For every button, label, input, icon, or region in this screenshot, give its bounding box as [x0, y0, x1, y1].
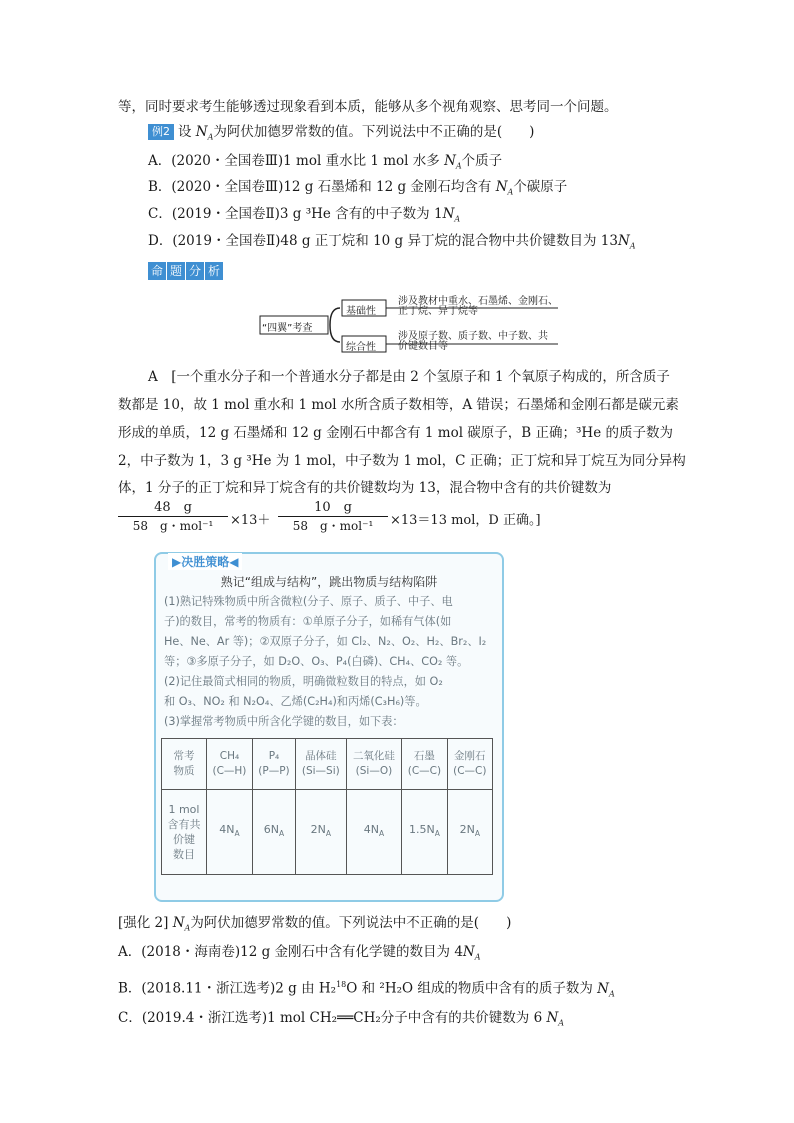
- answer-line-3: 形成的单质，12 g 石墨烯和 12 g 金刚石中都含有 1 mol 碳原子，B 正确；³He 的质子数为: [118, 425, 673, 441]
- bond-count-table: [161, 738, 493, 875]
- example-stem: 例2 设 $N_A$为阿伏加德罗常数的值。下列说法中不正确的是( ): [148, 122, 534, 148]
- table-cell: $2N_A$: [447, 790, 492, 875]
- table-row: [162, 790, 493, 875]
- table-cell: $4N_A$: [346, 790, 402, 875]
- exercise-option-b: B．(2018.11・浙江选考)2 g 由 H₂$^{18}$O 和 ²H₂O 组成的物质中含有的质子数为 $N_A$: [118, 980, 615, 999]
- option-c: C．(2019・全国卷Ⅱ)3 g ³He 含有的中子数为 $1N_A$: [148, 206, 461, 224]
- table-header-cell: 金刚石 (C—C): [447, 739, 492, 790]
- table-header-cell: 常考 物质: [162, 739, 207, 790]
- exercise-stem: [强化 2] $N_A$为阿伏加德罗常数的值。下列说法中不正确的是( ): [118, 915, 512, 933]
- exercise-option-a: A．(2018・海南卷)12 g 金刚石中含有化学键的数目为 $4N_A$: [118, 944, 481, 962]
- answer-line-4: 2，中子数为 1，3 g ³He 为 1 mol，中子数为 1 mol，C 正确；正丁烷和异丁烷互为同分异构: [118, 453, 686, 469]
- mindmap: [258, 294, 558, 354]
- table-header-cell: P₄ (P—P): [252, 739, 295, 790]
- formula-tail: ×13＝13 mol，D 正确。]: [390, 513, 541, 528]
- table-cell: $2N_A$: [295, 790, 346, 875]
- answer-line-5: 体，1 分子的正丁烷和异丁烷含有的共价键数均为 13，混合物中含有的共价键数为: [118, 480, 612, 496]
- mindmap-branch2-text1: 涉及原子数、质子数、中子数、共: [398, 331, 548, 342]
- table-header-row: [162, 739, 493, 790]
- table-cell: $4N_A$: [206, 790, 252, 875]
- table-header-cell: CH₄ (C—H): [206, 739, 252, 790]
- mindmap-root: “四翼”考查: [262, 323, 313, 334]
- table-header-cell: 石墨 (C—C): [402, 739, 447, 790]
- table-cell: $1.5N_A$: [402, 790, 447, 875]
- mindmap-branch1-text1: 涉及教材中重水、石墨烯、金刚石、: [398, 296, 558, 307]
- option-a: A．(2020・全国卷Ⅲ)1 mol 重水比 1 mol 水多 $N_A$个质子: [148, 153, 503, 171]
- mindmap-branch2-text2: 价键数目等: [398, 341, 448, 352]
- formula-mid: ×13＋: [230, 513, 271, 528]
- option-d: D．(2019・全国卷Ⅱ)48 g 正丁烷和 10 g 异丁烷的混合物中共价键数目为 $13N_A$: [148, 233, 636, 251]
- strategy-line: (2)记住最简式相同的物质，明确微粒数目的特点，如 O₂: [164, 675, 443, 688]
- option-b: B．(2020・全国卷Ⅲ)12 g 石墨烯和 12 g 金刚石均含有 $N_A$个碳原子: [148, 179, 568, 197]
- answer-line-2: 数都是 10，故 1 mol 重水和 1 mol 水所含质子数相等，A 错误；石墨烯和金刚石都是碳元素: [118, 397, 679, 413]
- analysis-tag: 命 题 分 析: [148, 262, 224, 280]
- strategy-heading: 熟记“组成与结构”，跳出物质与结构陷阱: [220, 575, 438, 589]
- strategy-body: [164, 572, 494, 732]
- strategy-line: (1)熟记特殊物质中所含微粒(分子、原子、质子、中子、电: [164, 595, 453, 608]
- table-header-cell: 晶体硅 (Si—Si): [295, 739, 346, 790]
- strategy-line: 和 O₃、NO₂ 和 N₂O₄、乙烯(C₂H₄)和丙烯(C₃H₆)等。: [164, 695, 427, 708]
- table-cell: $6N_A$: [252, 790, 295, 875]
- exercise-tag: [强化 2]: [118, 915, 169, 931]
- strategy-line: (3)掌握常考物质中所含化学键的数目，如下表：: [164, 715, 404, 728]
- strategy-title: ▶决胜策略◀: [168, 553, 242, 570]
- exercise-option-c: C．(2019.4・浙江选考)1 mol CH₂══CH₂分子中含有的共价键数为 6 $N_A$: [118, 1010, 565, 1028]
- table-header-cell: 二氧化硅 (Si—O): [346, 739, 402, 790]
- mindmap-branch1-text2: 正丁烷、异丁烷等: [398, 306, 478, 317]
- fraction-2: 10 g 58 g・mol⁻¹: [278, 499, 388, 535]
- mindmap-branch2: 综合性: [346, 342, 376, 353]
- answer-line-1: A [一个重水分子和一个普通水分子都是由 2 个氢原子和 1 个氧原子构成的，所含质子: [148, 369, 670, 385]
- table-row-label: 1 mol 含有共 价键 数目: [162, 790, 207, 875]
- strategy-line: He、Ne、Ar 等)；②双原子分子，如 Cl₂、N₂、O₂、H₂、Br₂、I₂: [164, 635, 487, 648]
- strategy-line: 子)的数目，常考的物质有：①单原子分子，如稀有气体(如: [164, 615, 452, 628]
- example-tag: 例2: [148, 124, 174, 140]
- strategy-box: [154, 552, 504, 902]
- intro-line: 等，同时要求考生能够透过现象看到本质，能够从多个视角观察、思考同一个问题。: [118, 99, 618, 115]
- fraction-1: 48 g 58 g・mol⁻¹: [118, 499, 228, 535]
- strategy-line: 等；③多原子分子，如 D₂O、O₃、P₄(白磷)、CH₄、CO₂ 等。: [164, 655, 469, 668]
- mindmap-branch1: 基础性: [346, 306, 376, 317]
